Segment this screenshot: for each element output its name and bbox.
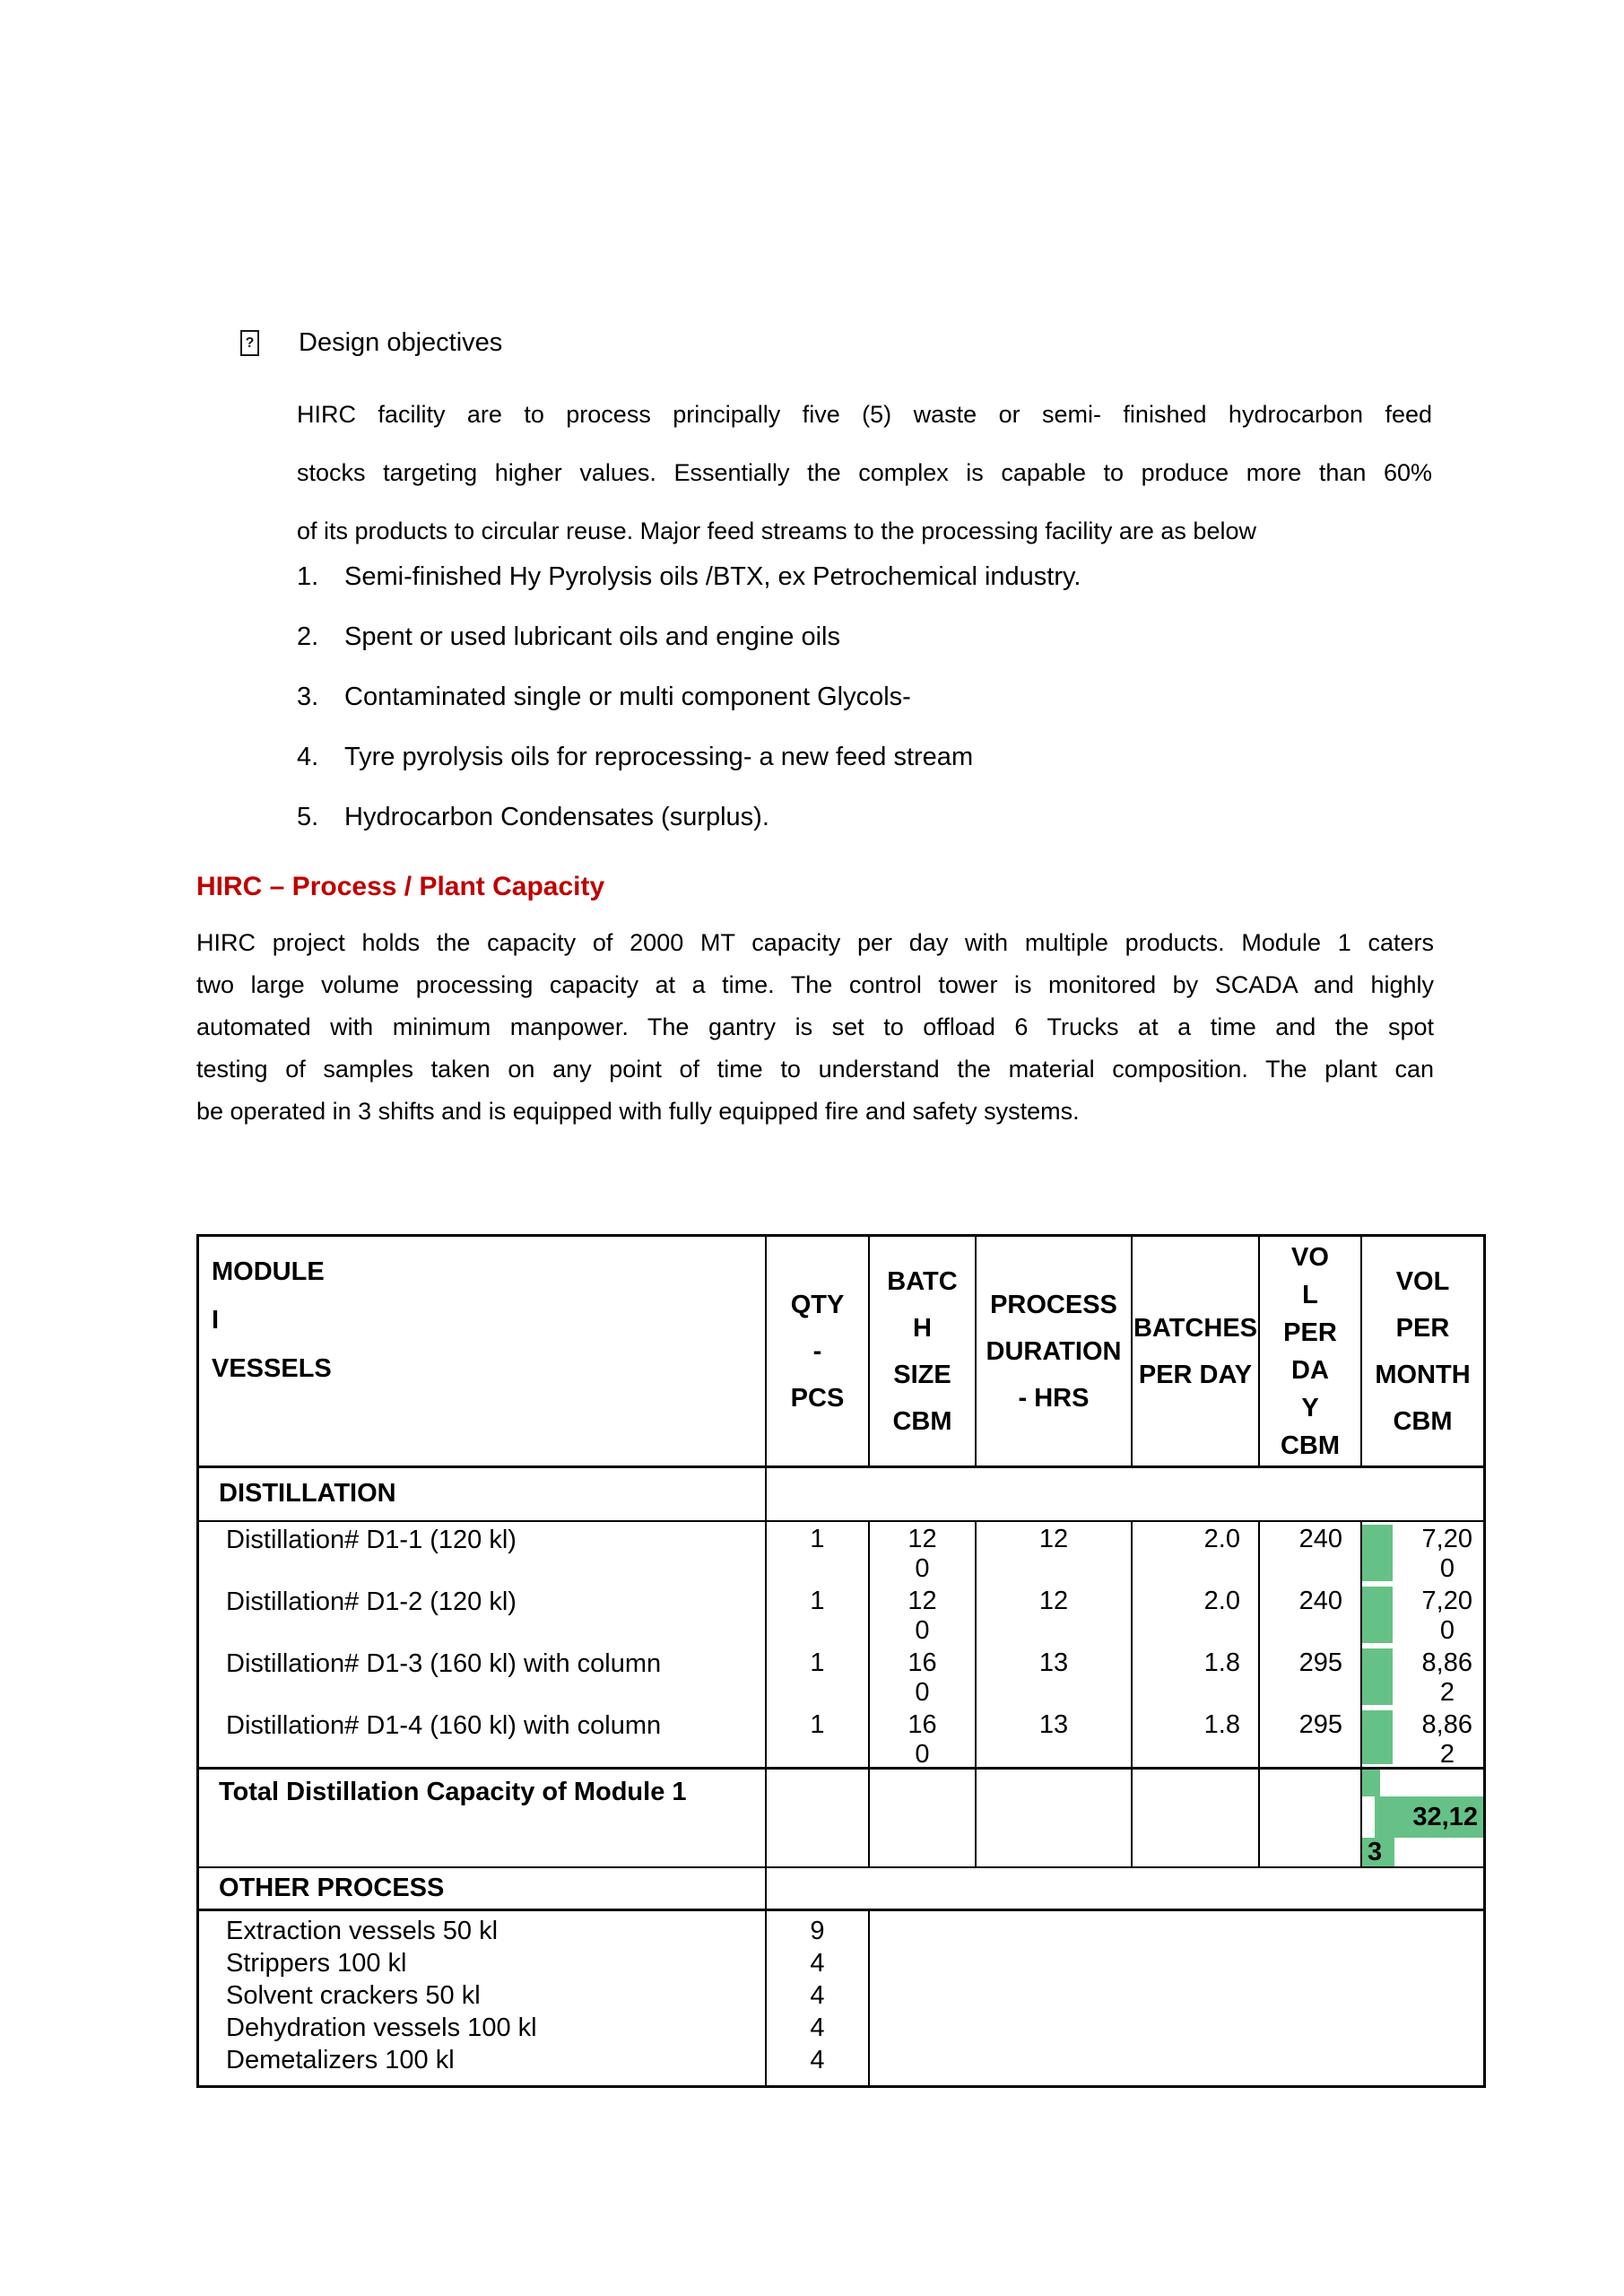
qty-value: 9 (810, 1917, 825, 1945)
total-vol-month-cell (1362, 1770, 1483, 1866)
other-process-section-row (199, 1868, 1483, 1911)
list-item (297, 787, 1081, 848)
vessel-name: Strippers 100 kl (226, 1949, 407, 1978)
qty-value: 1 (767, 1522, 870, 1584)
module1-capacity-table (196, 1234, 1486, 2088)
list-number: 5. (297, 803, 319, 831)
header-process-duration: PROCESS DURATION - HRS (977, 1237, 1133, 1465)
vessel-name: Extraction vessels 50 kl (226, 1917, 499, 1945)
duration-value: 12 (977, 1522, 1133, 1584)
qty-value: 4 (810, 1981, 825, 2010)
total-label: Total Distillation Capacity of Module 1 (199, 1770, 767, 1866)
vol-day-value: 240 (1260, 1584, 1362, 1646)
table-row (199, 1646, 1483, 1708)
header-vol-per-month: VOL PER MONTH CBM (1375, 1266, 1471, 1436)
green-data-bar (1362, 1525, 1393, 1581)
section-heading: HIRC – Process / Plant Capacity (196, 872, 605, 901)
batches-day-value: 1.8 (1133, 1708, 1260, 1767)
qty-value: 1 (767, 1646, 870, 1708)
feed-streams-list (297, 547, 1081, 848)
distillation-section-label: DISTILLATION (199, 1468, 767, 1520)
duration-value: 12 (977, 1584, 1133, 1646)
total-row (199, 1770, 1483, 1868)
batches-day-value: 2.0 (1133, 1522, 1260, 1584)
paragraph-line: of its products to circular reuse. Major feed streams to the processing facility are as below (297, 517, 1256, 544)
header-batch-size: BATC H SIZE CBM (870, 1237, 977, 1465)
paragraph-line: HIRC project holds the capacity of 2000 MT capacity per day with multiple products. Module 1 caters (196, 929, 1434, 956)
batches-day-value: 1.8 (1133, 1646, 1260, 1708)
design-paragraph (297, 386, 1432, 561)
list-number: 4. (297, 743, 319, 771)
vol-day-value: 295 (1260, 1708, 1362, 1767)
list-text: Contaminated single or multi component Glycols- (344, 683, 911, 711)
list-text: Hydrocarbon Condensates (surplus). (344, 803, 769, 831)
vessel-name: Demetalizers 100 kl (226, 2046, 455, 2074)
vol-day-value: 240 (1260, 1522, 1362, 1584)
qty-value: 1 (767, 1584, 870, 1646)
header-batches-per-day: BATCHES PER DAY (1133, 1237, 1260, 1465)
paragraph-line: automated with minimum manpower. The gantry is set to offload 6 Trucks at a time and the spot (196, 1013, 1434, 1040)
list-item (297, 607, 1081, 667)
vessel-name: Solvent crackers 50 kl (226, 1981, 481, 2010)
total-value: 32,12 (1375, 1796, 1483, 1838)
batch-size-value: 12 0 (870, 1522, 977, 1584)
duration-value: 13 (977, 1708, 1133, 1767)
list-item (297, 667, 1081, 727)
paragraph-line: two large volume processing capacity at a time. The control tower is monitored by SCADA and highly (196, 971, 1434, 998)
vol-month-value: 7,20 0 (1362, 1522, 1483, 1584)
table-header-row (199, 1237, 1483, 1468)
qty-value: 4 (810, 2046, 825, 2074)
vessel-name: Distillation# D1-4 (160 kl) with column (199, 1708, 767, 1767)
green-data-bar (1362, 1587, 1393, 1643)
paragraph-line: stocks targeting higher values. Essentially the complex is capable to produce more than 60% (297, 459, 1432, 486)
other-process-body-row (199, 1911, 1483, 2085)
table-row (199, 1522, 1483, 1584)
empty-cell (767, 1770, 870, 1866)
green-data-bar (1362, 1770, 1380, 1796)
table-row (199, 1584, 1483, 1646)
total-value-wrap: 3 (1362, 1838, 1394, 1866)
vessel-name: Distillation# D1-3 (160 kl) with column (199, 1646, 767, 1708)
qty-value: 4 (810, 2013, 825, 2042)
list-item (297, 547, 1081, 607)
qty-value: 1 (767, 1708, 870, 1767)
header-vol-per-day: VO L PER DA Y CBM (1260, 1237, 1362, 1465)
duration-value: 13 (977, 1646, 1133, 1708)
qty-value: 4 (810, 1949, 825, 1978)
capacity-paragraph (196, 922, 1434, 1133)
design-objectives-bullet (240, 328, 502, 358)
other-process-qtys (767, 1911, 870, 2085)
list-item (297, 727, 1081, 787)
list-text: Spent or used lubricant oils and engine oils (344, 622, 840, 651)
empty-cell (1133, 1770, 1260, 1866)
list-number: 2. (297, 622, 319, 651)
empty-span-cell (767, 1468, 1483, 1520)
vol-day-value: 295 (1260, 1646, 1362, 1708)
empty-cell (1260, 1770, 1362, 1866)
paragraph-line: testing of samples taken on any point of time to understand the material composition. The plant can (196, 1056, 1434, 1083)
batches-day-value: 2.0 (1133, 1584, 1260, 1646)
empty-span-cell (767, 1868, 1483, 1909)
green-data-bar (1362, 1648, 1393, 1705)
header-qty-pcs: QTY - PCS (767, 1237, 870, 1465)
vessel-name: Distillation# D1-1 (120 kl) (199, 1522, 767, 1584)
design-objectives-label: Design objectives (299, 328, 503, 357)
list-number: 3. (297, 683, 319, 711)
batch-size-value: 16 0 (870, 1646, 977, 1708)
vol-month-value: 8,86 2 (1362, 1708, 1483, 1767)
green-data-bar (1362, 1710, 1393, 1764)
list-number: 1. (297, 562, 319, 591)
list-text: Tyre pyrolysis oils for reprocessing- a new feed stream (344, 743, 974, 771)
paragraph-line: HIRC facility are to process principally five (5) waste or semi- finished hydrocarbon feed (297, 401, 1432, 428)
vessel-name: Distillation# D1-2 (120 kl) (199, 1584, 767, 1646)
vol-month-value: 8,86 2 (1362, 1646, 1483, 1708)
batch-size-value: 16 0 (870, 1708, 977, 1767)
distillation-section-row (199, 1468, 1483, 1522)
list-text: Semi-finished Hy Pyrolysis oils /BTX, ex Petrochemical industry. (344, 562, 1081, 591)
empty-span-cell (870, 1911, 1483, 2085)
batch-size-value: 12 0 (870, 1584, 977, 1646)
header-module-vessels: MODULE I VESSELS (199, 1237, 767, 1465)
table-row (199, 1708, 1483, 1770)
other-process-label: OTHER PROCESS (199, 1868, 767, 1909)
missing-glyph-bullet-icon: ? (240, 330, 259, 356)
empty-cell (870, 1770, 977, 1866)
vol-month-value: 7,20 0 (1362, 1584, 1483, 1646)
vessel-name: Dehydration vessels 100 kl (226, 2013, 537, 2042)
other-process-names (199, 1911, 767, 2085)
empty-cell (977, 1770, 1133, 1866)
paragraph-line: be operated in 3 shifts and is equipped with fully equipped fire and safety systems. (196, 1098, 1080, 1125)
